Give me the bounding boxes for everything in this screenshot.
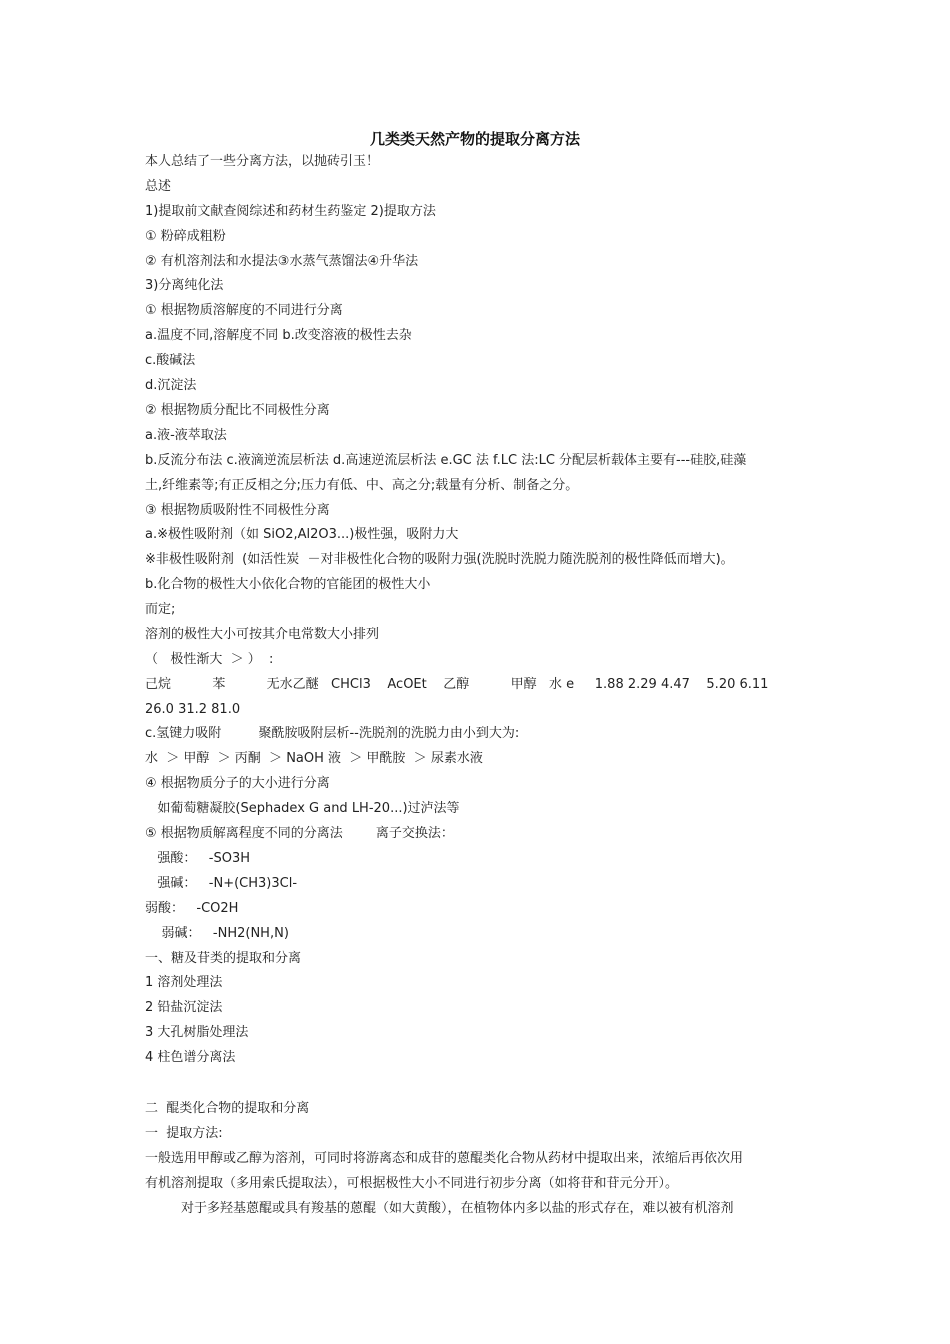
- text-line: 强碱： -N+(CH3)3Cl-: [145, 876, 298, 891]
- text-line: ② 根据物质分配比不同极性分离: [145, 403, 330, 418]
- document-title: 几类类天然产物的提取分离方法: [369, 130, 580, 148]
- text-line: 水 ＞ 甲醇 ＞ 丙酮 ＞ NaOH 液 ＞ 甲酰胺 ＞ 尿素水液: [145, 751, 483, 766]
- text-line: 一般选用甲醇或乙醇为溶剂，可同时将游离态和成苷的蒽醌类化合物从药材中提取出来，浓缩后再依次用: [145, 1151, 744, 1166]
- text-line: a.※极性吸附剂（如 SiO2,Al2O3...)极性强，吸附力大: [145, 527, 459, 542]
- text-line: 土,纤维素等;有正反相之分;压力有低、中、高之分;载量有分析、制备之分。: [145, 478, 579, 493]
- text-line: ① 根据物质溶解度的不同进行分离: [145, 303, 343, 318]
- text-line: 1)提取前文献查阅综述和药材生药鉴定 2)提取方法: [145, 204, 436, 219]
- text-line: ③ 根据物质吸附性不同极性分离: [145, 503, 330, 518]
- text-line: a.温度不同,溶解度不同 b.改变溶液的极性去杂: [145, 328, 412, 343]
- text-line: a.液-液萃取法: [145, 428, 227, 443]
- text-line: 3)分离纯化法: [145, 278, 224, 293]
- text-line: ① 粉碎成粗粉: [145, 229, 226, 244]
- text-line: 如葡萄糖凝胶(Sephadex G and LH-20...)过泸法等: [145, 801, 460, 816]
- text-line: ② 有机溶剂法和水提法③水蒸气蒸馏法④升华法: [145, 254, 419, 269]
- text-line: b.反流分布法 c.液滴逆流层析法 d.高速逆流层析法 e.GC 法 f.LC 法:LC 分配层析载体主要有---硅胶,硅藻: [145, 453, 747, 468]
- text-line: 强酸： -SO3H: [145, 851, 251, 866]
- text-line: 对于多羟基蒽醌或具有羧基的蒽醌（如大黄酸），在植物体内多以盐的形式存在，难以被有机溶剂: [181, 1201, 734, 1216]
- text-line: 3 大孔树脂处理法: [145, 1025, 249, 1040]
- text-line: ④ 根据物质分子的大小进行分离: [145, 776, 330, 791]
- text-line: d.沉淀法: [145, 378, 197, 393]
- text-line: 2 铅盐沉淀法: [145, 1000, 223, 1015]
- text-line: 一、糖及苷类的提取和分离: [145, 951, 302, 966]
- text-line: ⑤ 根据物质解离程度不同的分离法 离子交换法：: [145, 826, 454, 841]
- text-line: 溶剂的极性大小可按其介电常数大小排列: [145, 627, 380, 642]
- text-line: c.酸碱法: [145, 353, 196, 368]
- text-line: 26.0 31.2 81.0: [145, 702, 241, 717]
- text-line: 而定;: [145, 602, 176, 617]
- text-line: c.氢键力吸附 聚酰胺吸附层析--洗脱剂的洗脱力由小到大为:: [145, 726, 520, 741]
- text-line: 本人总结了一些分离方法，以抛砖引玉！: [145, 154, 380, 169]
- text-line: 有机溶剂提取（多用索氏提取法），可根据极性大小不同进行初步分离（如将苷和苷元分开）。: [145, 1176, 679, 1191]
- text-line: 二 醌类化合物的提取和分离: [145, 1101, 310, 1116]
- text-line: 己烷 苯 无水乙醚 CHCl3 AcOEt 乙醇 甲醇 水 e 1.88 2.29 4.47 5.20 6.11: [145, 677, 769, 692]
- text-line: （ 极性渐大 ＞ ） :: [145, 652, 274, 667]
- text-line: ※非极性吸附剂 (如活性炭 －对非极性化合物的吸附力强(洗脱时洗脱力随洗脱剂的极性降低而增大)。: [145, 552, 734, 567]
- text-line: 一 提取方法:: [145, 1126, 223, 1141]
- text-line: 总述: [145, 179, 172, 194]
- text-line: 4 柱色谱分离法: [145, 1050, 236, 1065]
- text-line: 弱碱： -NH2(NH,N): [145, 926, 289, 941]
- text-line: 1 溶剂处理法: [145, 975, 223, 990]
- text-line: 弱酸： -CO2H: [145, 901, 239, 916]
- text-line: b.化合物的极性大小依化合物的官能团的极性大小: [145, 577, 431, 592]
